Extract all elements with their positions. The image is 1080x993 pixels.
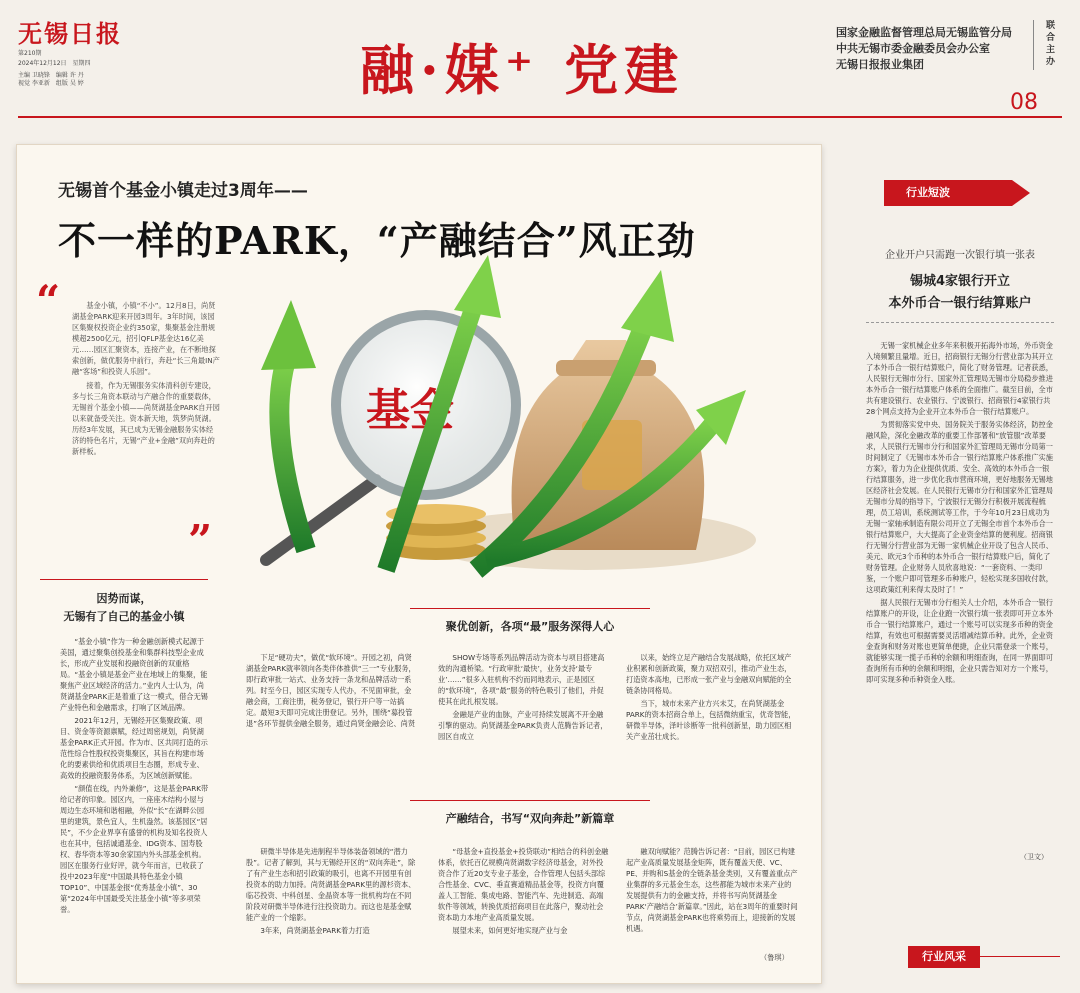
organizer-2: 中共无锡市委金融委员会办公室 — [836, 42, 990, 55]
page-number: 08 — [1010, 90, 1038, 115]
masthead-rule — [18, 116, 1062, 118]
paragraph: 研微半导体是先进制程半导体装备领域的“潜力股”。记者了解到，其与无锡经开区的“双向奔赴”，除了有产业生态和招引政策的吸引，也离不开园里有创投资本的助力加持。尚贤湖基金PARK里的源杉资本、临芯投资、中科创星、金晶资本等一批机构均在不同阶段对研微半导体进行注投资助力。而这也是基金赋能产业的一个缩影。 — [246, 847, 416, 922]
paragraph: 下足“硬功夫”，做优“软环境”。开园之初，尚贤湖基金PARK就率领向各类伴体推供“三一”专业服务，即行政审批一站式、业务支持一条龙和品牌活动一系列。时至今日，园区实现专人代办，不见面审批，金融会商，工商注册，税务登记，银行开户等一站搞定。最短3天即可完成注册登记。另外，围绕“募投管退”各环节提供金融全服务，通过尚贤金融会论、尚贤 — [246, 653, 416, 728]
section3-rule — [410, 800, 650, 801]
article-headline: 不一样的PARK，“产融结合”风正劲 — [58, 218, 696, 263]
quote-close-icon: ” — [188, 516, 213, 565]
section2-title: 聚优创新，各项“最”服务深得人心 — [445, 620, 615, 633]
sidebar-body — [866, 340, 1054, 687]
article-subtitle: 无锡首个基金小镇走过3周年—— — [58, 181, 308, 201]
paragraph: 无锡一家机械企业多年来积极开拓海外市场，外币资金入境频繁且量增。近日，招商银行无锡分行营业部为其开立了本外币合一银行结算账户，简化了财务管理。记者获悉，人民银行无锡市分行、国家外汇管理局无锡市分局稳步推进本外币合一银行结算账户体系的全面推广。截至目前，全市共有建设银行、农业银行、宁波银行、招商银行4家银行共28个网点支持为企业开立本外币合一银行结算账户。 — [866, 341, 1053, 416]
credits-line-2: 视觉 李亚新 组版 吴 婷 — [18, 80, 84, 87]
section2-col-b — [438, 652, 610, 744]
fund-illustration — [226, 250, 756, 580]
section2-rule — [410, 608, 650, 609]
paragraph: 为贯彻落实党中央、国务院关于服务实体经济，防控金融风险，深化金融改革的重要工作部署和“放管服”改革要求，人民银行无锡市分行和国家外汇管理局无锡市分局第一时间制定了《无锡市本外币合一银行结算账户体系推广实施方案》，着力为企业提供优质、安全、高效的本外币合一银行结算服务，进一步优化我市营商环境，更好地服务无锡地区经济社会发展。在人民银行无锡市分行和国家外汇管理局无锡市分局的指导下，宁波银行无锡分行积极开展流程梳理，员工培训，系统测试等工作，于今年10月23日成功为无锡一家轴承制造有限公司开立了无锡全市首个本外币合一银行结算账户，大大提高了企业资金结算的便利度。招商银行无锡分行营业部为无锡一家机械企业开设了包含人民币、美元、欧元3个币种的本外币合一银行结算账户后，简化了财务管理。企业财务人员欣喜地说：“一套资料、一类印鉴，一个账户即可管理多币种账户，轻松实现多国收付款，这项政策红利来得太及时了！” — [866, 420, 1053, 594]
bottom-tag-rule — [980, 956, 1060, 957]
section2-col-c — [626, 652, 798, 744]
paragraph: 展望未来，如何更好地实现产业与金 — [452, 926, 568, 935]
section3-col-b — [438, 846, 610, 938]
paragraph: SHOW专场等系列品牌活动为资本与项目搭建高效的沟通桥梁。“行政审批‘最快’，业务支持‘最专业’……”很多入驻机构不约而同地表示，正是园区的“软环境”，各项“最”服务的特色吸引了他们，并促使其在此扎根发展。 — [438, 653, 605, 706]
issue-number: 第210期 — [18, 50, 42, 57]
section1-title-2: 无锡有了自己的基金小镇 — [63, 610, 185, 623]
sidebar-byline: （卫文） — [1020, 853, 1048, 861]
issue-date: 2024年12月12日 星期四 — [18, 60, 91, 67]
lead-paragraph: 基金小镇，小镇“不小”。12月8日，尚贤湖基金PARK迎来开园3周年。3年时间，该园区集聚权投资企业约350家，集聚基金注册规模超2500亿元，招引QFLP基金达16亿美元……园区汇聚资本，连接产业，在不断地探索创新，做优服务中前行，奔赴“长三角最IN产融“客场”和投资人乐园”。 — [72, 301, 220, 376]
section3-title: 产融结合，书写“双向奔赴”新篇章 — [445, 812, 615, 825]
sidebar-dashed-rule — [866, 322, 1054, 323]
masthead-divider — [1033, 20, 1034, 70]
sidebar-title-2: 本外币合一银行结算账户 — [888, 296, 1032, 311]
paragraph: 3年来，尚贤湖基金PARK着力打造 — [260, 926, 370, 935]
organizer-3: 无锡日报报业集团 — [836, 58, 924, 71]
paragraph: “颜值在线，内外兼修”，这是基金PARK带给记者的印象。园区内，一座座木结构小屋与周边生态环境和谐相融，外似“长”在湖畔公园里的建筑，景色宜人，生机盎然。该基园区“居民”，不少企业界享有盛誉的机构及知名投资人也在其中，包括诚通基金、IDG资本、国寿股权、春华资本等30余家国内外头部基金机构。园区在服务行业好评，就今年而言，已收获了投中2023年度“中国最具特色基金小镇TOP10”、中国基金报“优秀基金小镇”、30第“2024年中国最受关注基金小镇”等多项荣誉。 — [60, 784, 209, 914]
paragraph: 2021年12月，无锡经开区集聚政策、项目、资金等资源禀赋，经过周密规划，尚贤湖基金PARK正式开园。作为市、区共同打造的示范性综合性股权投资集聚区，其旨在构建市场化的要素供给和优质项目生态圈，形成专业、高效的投融资服务体系，为区域创新赋能。 — [60, 716, 208, 780]
column-brand: 融·媒⁺ 党建 — [360, 38, 685, 102]
section3-col-a — [246, 846, 418, 938]
lead-text — [72, 300, 220, 460]
sidebar-title-1: 锡城4家银行开立 — [909, 274, 1011, 289]
paragraph: 当下，城市未来产业方兴未艾，在尚贤湖基金PARK的资本招商合单上，包括微纳重宝，优奇智能，研微半导体，泽叶诊断等一批科创新星，助力园区相关产业茁壮成长。 — [626, 699, 796, 741]
section1-body — [60, 636, 210, 917]
illustration-label: 基金 — [366, 385, 454, 436]
paragraph: 金融是产业的血脉，产业可持续发展离不开金融引擎的驱动。尚贤湖基金PARK负责人范腾告诉记者，园区自成立 — [438, 710, 608, 741]
paragraph: 融双向赋能？范腾告诉记者：“目前，园区已构建起产业高质量发展基金矩阵，既有覆盖天使、VC、PE、并购和S基金的全链条基金类别，又有覆盖重点产业集群的多元基金生态，这些都能为城市未来产业的发展提供有力的金融支持，并将书写尚贤湖基金PARK‘产融结合’新篇章。”因此，站在3周年的重要时间节点，尚贤湖基金PARK也将乘势而上，迎接新的发展机遇。 — [626, 847, 798, 933]
paragraph: 以来，始终立足产融结合发展战略，依托区域产业积累和创新政策，聚力双招双引，推动产业生态，打造资本高地，已形成一张产业与金融双向赋能的全链条协同格局。 — [626, 653, 792, 695]
paragraph: “母基金+直投基金+投贷联动”相结合的科创金融体系，依托百亿规模尚贤湖数字经济母基金，对外投资合作了近20支专业子基金，合作管理人包括头部综合性基金、CVC、垂直赛道精品基金等，投资方向覆盖人工智能、集成电路、智能汽车、先进制造、高端软件等领域，转换优质招商项目在此落户，聚动社会资本助力本地产业高质量发展。 — [438, 847, 609, 922]
sidebar-ribbon: 行业短波 — [884, 180, 1012, 206]
sidebar-subtitle: 企业开户只需跑一次银行填一张表 — [885, 250, 1035, 261]
section1-rule — [40, 579, 208, 580]
quote-open-icon: “ — [36, 276, 61, 325]
bottom-tag: 行业风采 — [908, 946, 980, 968]
ribbon-arrow-icon — [1012, 180, 1030, 206]
section2-col-a — [246, 652, 418, 731]
section3-col-c — [626, 846, 798, 936]
section1-title: 因势而谋， — [96, 592, 152, 605]
co-host-label: 联合主办 — [1046, 21, 1056, 67]
organizer-1: 国家金融监督管理总局无锡监管分局 — [836, 26, 1012, 39]
newspaper-logo: 无锡日报 — [18, 19, 122, 48]
paragraph: 据人民银行无锡市分行相关人士介绍，本外币合一银行结算账户的开设，让企业跑一次银行填一张表即可开立本外币合一银行结算账户，通过一个账号可以实现多币种的资金结算，有效也可根据需要灵活增减结算币种。此外，企业资金查询和财务对账也更简单便捷，企业只需登录一个账号，就能够实现一揽子币种的余额和明细查询，在同一界面即可查询所有币种的余额和明细，企业只需告知对方一个账号，即可实现多种币种资金入账。 — [866, 598, 1053, 684]
section3-byline: （鲁琪） — [760, 953, 789, 962]
lead-paragraph: 接着，作为无锡服务实体清科创专建设，多与长三角资本联动与产融合作的重要载体，无锡首个基金小镇——尚贤湖基金PARK自开园以来就备受关注。资本新天地，筑梦尚贤湖。历经3年发展，其已成为无锡金融服务实体经济的特色名片，无锡“产业+金融”双向奔赴的新样板。 — [72, 381, 220, 456]
credits-line-1: 主编 卫晓锋 编辑 许 丹 — [18, 72, 84, 79]
paragraph: “基金小镇”作为一种金融创新模式起源于美国，通过聚集创投基金和集群科技型企业成长，形成产业发展和投融资创新的双重格局。“基金小镇是基金产业在地域上的集聚，能聚焦产业区域经济的活力。”业内人士认为，尚贤湖基金PARK正是着重了这一模式，借合无锡产业特色和金融需求，打响了区域品牌。 — [60, 637, 208, 712]
